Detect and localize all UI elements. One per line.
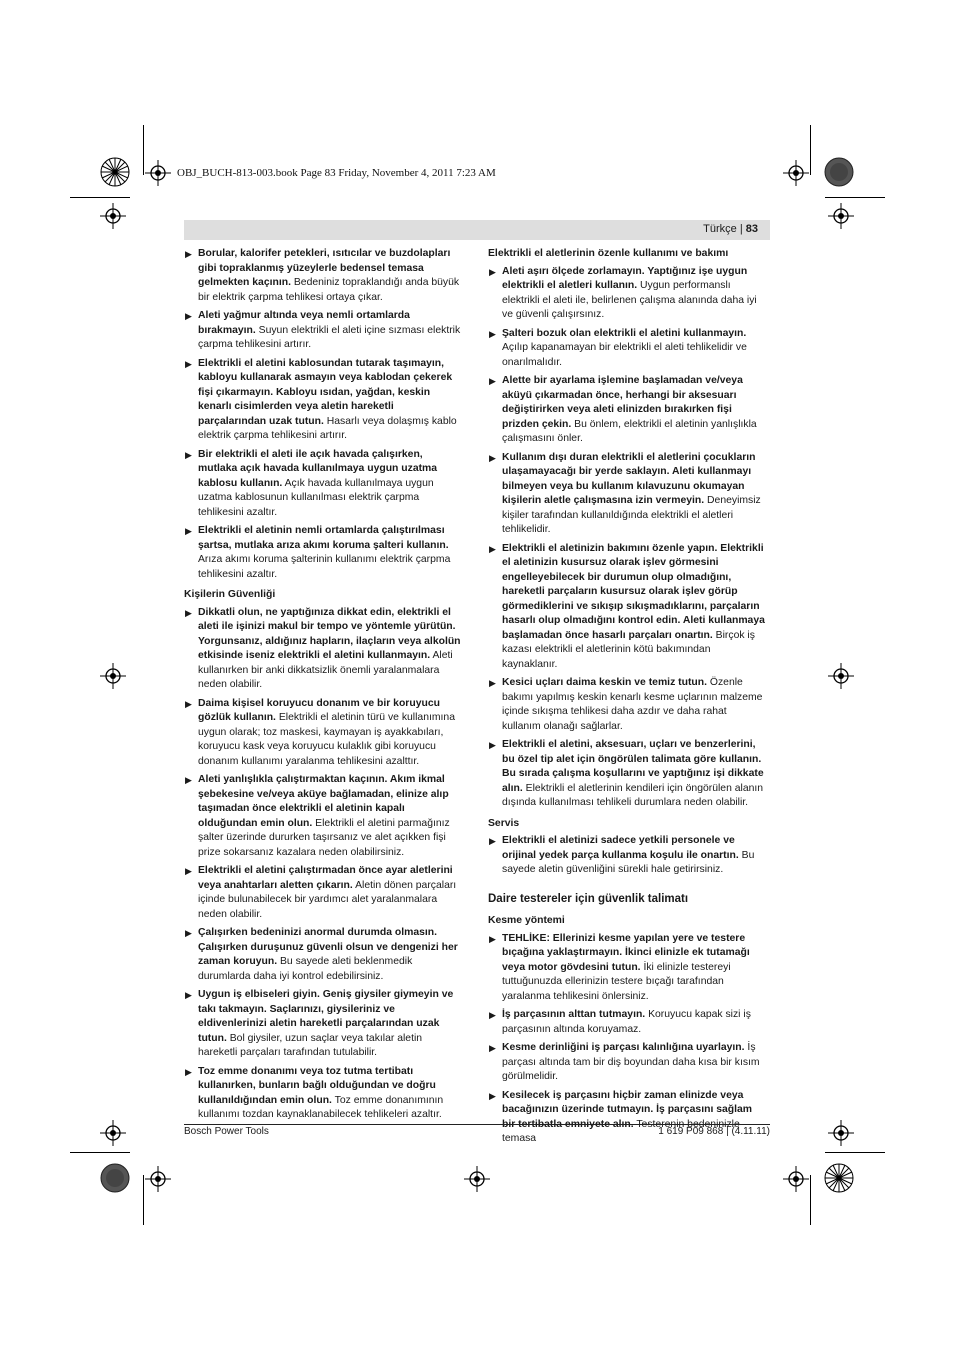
item-bold: Uygun iş elbiseleri giyin. Geniş giysiler giymeyin ve takı takmayın. Saçlarınızı, giysileriniz ve eldivenlerinizi aletin hareketli parçalarından uzak tutun. (198, 989, 454, 1044)
item-bold: Kullanım dışı duran elektrikli el aletlerini çocukların ulaşamayacağı bir yerde saklayın. Aleti kullanmayı bilmeyen veya bu kullanım kılavuzunu okumayan kişilerin aletle çalışmasına izin vermeyin. (502, 451, 756, 506)
list-item (184, 1065, 462, 1123)
bullet-arrow-icon: ▶ (185, 607, 192, 618)
item-text: Açık havada kullanılmaya uygun uzatma kablosunun kullanılması elektrik çarpma tehlikesini azaltır. (198, 477, 434, 518)
footer-doc-number: 1 619 P09 868 | (4.11.11) (658, 1126, 770, 1137)
item-text: Bu sayede aletin güvenliğini sürekli hale getirirsiniz. (502, 849, 755, 875)
list-item (184, 357, 462, 444)
bullet-arrow-icon: ▶ (185, 990, 192, 1000)
header-text (703, 223, 758, 235)
circular-saw-safety-title: Daire testereler için güvenlik talimatı (488, 892, 689, 905)
list-item (184, 988, 462, 1061)
crop-mark (810, 1175, 811, 1225)
cutting-method-heading: Kesme yöntemi (488, 915, 565, 926)
right-column (488, 247, 766, 1151)
crop-mark (810, 125, 811, 175)
bullet-arrow-icon: ▶ (185, 775, 192, 785)
item-bold: Elektrikli el aletinin nemli ortamlarda çalıştırılması şartsa, mutlaka arıza akımı koruma şalteri kullanın. (198, 525, 449, 551)
item-text: İki elinizle testereyi tuttuğunuzda ellerinizin testere bıçağı tarafından yaralanma tehlikesini önlersiniz. (502, 961, 731, 1002)
electrical-safety-list (184, 247, 462, 582)
item-bold: Kesilecek iş parçasını hiçbir zaman elinizde veya bacağınızın üzerinde tutmayın. İş parçasını sağlam bir tertibatla emniyete alın. (502, 1089, 753, 1130)
gray-tone-circle-icon (100, 1163, 130, 1193)
bullet-arrow-icon: ▶ (489, 1010, 496, 1020)
item-text: Aleti kullanırken bir anki dikkatsizlik önemli yaralanmalara neden olabilir. (198, 650, 453, 690)
item-bold: İş parçasının alttan tutmayın. (502, 1009, 646, 1020)
bullet-arrow-icon: ▶ (489, 452, 496, 463)
list-item (184, 448, 462, 521)
list-item (488, 932, 766, 1005)
item-bold: Toz emme donanımı veya toz tutma tertibatı kullanırken, bunların bağlı olduğundan ve doğru kullanıldığından emin olun. (198, 1065, 436, 1106)
item-text: Elektrikli el aletinin türü ve kullanımına uygun olarak; toz maskesi, kaymayan iş ayakkabıları, koruyucu kask veya koruyucu kulaklık gibi koruyucu donanım kullanımı yaralanma tehlikesini azalttır. (198, 712, 455, 767)
star-target-icon (100, 157, 130, 187)
item-bold: Alette bir ayarlama işlemine başlamadan ve/veya aküyü çıkarmadan önce, herhangi bir aksesuarı değiştirirken veya aleti elinizden bırakırken fişi prizden çekin. (502, 375, 743, 430)
bullet-arrow-icon: ▶ (489, 678, 496, 688)
tool-use-heading: Elektrikli el aletlerinin özenle kullanımı ve bakımı (488, 248, 729, 259)
registration-mark-icon (100, 1120, 126, 1146)
item-text: Elektrikli el aletlerinin kendileri için öngörülen alanın dışında kullanılması tehlikeli durumlara neden olabilir. (502, 782, 764, 808)
item-text: Elektrikli el aletini parmağınız şalter üzerinde dururken taşırsanız ve alet açıkken fişi prize sokarsanız kazalara neden olabilirsiniz. (198, 817, 450, 858)
left-column (184, 247, 462, 1127)
list-item (488, 327, 766, 371)
item-text: Hasarlı veya dolaşmış kablo elektrik çarpma tehlikesini artırır. (198, 415, 457, 441)
item-text: Toz emme donanımının kullanımı tozdan kaynaklanabilecek tehlikeleri azaltır. (198, 1094, 444, 1120)
bullet-arrow-icon: ▶ (185, 928, 192, 938)
item-bold: Daima kişisel koruyucu donanım ve bir koruyucu gözlük kullanın. (198, 697, 440, 723)
bullet-arrow-icon: ▶ (489, 933, 496, 944)
item-text: Açılıp kapanamayan bir elektrikli el aleti tehlikelidir ve onarılmalıdır. (502, 342, 747, 368)
bullet-arrow-icon: ▶ (185, 866, 192, 876)
item-bold: Çalışırken bedeninizi anormal durumda olmasın. Çalışırken duruşunuz güvenli olsun ve dengenizi her zaman koruyun. (198, 927, 458, 967)
item-text: Arıza akımı koruma şalterinin kullanımı elektrik çarpma tehlikesini azaltır. (198, 554, 451, 580)
bullet-arrow-icon: ▶ (489, 1090, 496, 1101)
list-item (184, 309, 462, 353)
bullet-arrow-icon: ▶ (489, 376, 496, 386)
list-item (184, 247, 462, 305)
bullet-arrow-icon: ▶ (489, 266, 496, 277)
personal-safety-heading: Kişilerin Güvenliği (184, 589, 276, 600)
list-item (488, 1041, 766, 1085)
crop-mark (143, 1175, 144, 1225)
list-item (488, 1089, 766, 1147)
list-item (488, 542, 766, 673)
bullet-arrow-icon: ▶ (489, 836, 496, 846)
bullet-arrow-icon: ▶ (185, 249, 192, 259)
registration-mark-icon (145, 160, 171, 186)
list-item (488, 834, 766, 878)
item-bold: Kesici uçları daima keskin ve temiz tutun. (502, 677, 708, 688)
item-text: Özenle bakımı yapılmış keskin kenarlı kesme uçlarının malzeme içinde sıkışma tehlikesi daha azdır ve daha rahat kullanım olanağı sağlarlar. (502, 677, 763, 732)
registration-mark-icon (783, 1166, 809, 1192)
crop-mark (70, 1152, 130, 1153)
list-item (184, 773, 462, 860)
personal-safety-list (184, 606, 462, 1123)
list-item (488, 676, 766, 734)
list-item (488, 451, 766, 538)
registration-mark-icon (828, 1120, 854, 1146)
bullet-arrow-icon: ▶ (185, 449, 192, 460)
item-bold: Bir elektrikli el aleti ile açık havada çalışırken, mutlaka açık havada kullanılmaya uygun uzatma kablosu kullanın. (198, 448, 438, 489)
item-text: Bu önlem, elektrikli el aletinin yanlışlıkla çalışmasını önler. (502, 418, 757, 444)
item-text: Bol giysiler, uzun saçlar veya takılar aletin hareketli parçaları tarafından tutulabilir. (198, 1032, 423, 1058)
list-item (184, 524, 462, 582)
item-bold: Elektrikli el aletinizi sadece yetkili personele ve orijinal yedek parça kullanma koşulu ile onartın. (502, 835, 739, 861)
item-bold: Elektrikli el aletini çalıştırmadan önce ayar aletlerini veya anahtarları aletten çıkarın. (198, 865, 453, 891)
star-target-icon (824, 1163, 854, 1193)
header-separator: | (739, 223, 743, 235)
bullet-arrow-icon: ▶ (185, 1066, 192, 1077)
gray-tone-circle-icon (824, 157, 854, 187)
item-text: Deneyimsiz kişiler tarafından kullanıldığında elektrikli el aletleri tehlikelidir. (502, 495, 761, 535)
crop-mark (143, 125, 144, 175)
item-text: Bedeniniz topraklandığı anda büyük bir elektrik çarpma tehlikesi ortaya çıkar. (198, 277, 460, 303)
item-bold: TEHLİKE: Ellerinizi kesme yapılan yere ve testere bıçağına yaklaştırmayın. İkinci elinizle ek tutamağı veya motor gövdesini tutun. (502, 932, 750, 973)
item-text: Testerenin bedeninizle temasa (502, 1118, 740, 1144)
item-bold: Aleti yanlışlıkla çalıştırmaktan kaçının. Akım ikmal şebekesine ve/veya aküye bağlamadan, elinize alıp taşımadan önce elektrikli el aletinin kapalı olduğundan emin olun. (198, 774, 449, 829)
item-bold: Dikkatli olun, ne yaptığınıza dikkat edin, elektrikli el aleti ile işinizi makul bir tempo ve yöntemle yürütün. Yorgunsanız, aldığınız hapların, ilaçların veya alkolün etkisinde iseniz elektrikli el aletini kullanmayın. (198, 606, 461, 661)
crop-mark (70, 197, 130, 198)
item-text: Birçok iş kazası elektrikli el aletlerinin kötü bakımından kaynaklanır. (502, 629, 755, 670)
item-bold: Borular, kalorifer petekleri, ısıtıcılar ve buzdolapları gibi topraklanmış yüzeylerle bedensel temasa gelmekten kaçının. (198, 248, 451, 288)
list-item (488, 265, 766, 323)
item-text: İş parçası altında tam bir diş boyundan daha kısa bir kısım görülmelidir. (502, 1042, 760, 1082)
header-language: Türkçe (703, 223, 737, 235)
bullet-arrow-icon: ▶ (185, 698, 192, 709)
registration-mark-icon (100, 203, 126, 229)
registration-mark-icon (828, 663, 854, 689)
item-bold: Şalteri bozuk olan elektrikli el aletini kullanmayın. (502, 327, 747, 339)
cutting-method-list (488, 932, 766, 1147)
item-bold: Elektrikli el aletini, aksesuarı, uçları ve benzerlerini, bu özel tip alet için öngörülen talimata göre kullanın. Bu sırada çalışma koşullarını ve yaptığınız işi dikkate alın. (502, 739, 764, 794)
list-item (184, 606, 462, 693)
list-item (184, 864, 462, 922)
item-bold: Aleti aşırı ölçede zorlamayın. Yaptığınız işe uygun elektrikli el aletleri kullanın. (502, 265, 748, 291)
item-text: Bu sayede aleti beklenmedik durumlarda daha iyi kontrol edebilirsiniz. (198, 956, 413, 982)
crop-mark (825, 1152, 885, 1153)
registration-mark-icon (464, 1166, 490, 1192)
page-number: 83 (745, 223, 758, 235)
list-item (488, 374, 766, 447)
registration-mark-icon (783, 160, 809, 186)
footer-brand: Bosch Power Tools (184, 1126, 269, 1137)
list-item (184, 926, 462, 984)
registration-mark-icon (100, 663, 126, 689)
bullet-arrow-icon: ▶ (185, 358, 192, 369)
registration-mark-icon (145, 1166, 171, 1192)
bullet-arrow-icon: ▶ (489, 543, 496, 554)
registration-mark-icon (828, 203, 854, 229)
footer-divider (184, 1124, 770, 1125)
item-text: Koruyucu kapak sizi iş parçasının altında koruyamaz. (502, 1009, 751, 1035)
item-bold: Kesme derinliğini iş parçası kalınlığına uyarlayın. (502, 1042, 745, 1053)
bullet-arrow-icon: ▶ (489, 328, 496, 339)
item-text: Aletin dönen parçaları içinde bulunabilecek bir yardımcı alet yaralanmalara neden olabilir. (198, 879, 457, 920)
list-item (184, 697, 462, 770)
service-list (488, 834, 766, 878)
crop-mark (825, 197, 885, 198)
item-bold: Elektrikli el aletini kablosundan tutarak taşımayın, kabloyu kullanarak asmayın veya kablodan çekerek fişi çıkarmayın. Kabloyu ısıdan, yağdan, keskin kenarlı cisimlerden veya aletin hareketli parçalarından uzak tutun. (198, 357, 453, 427)
bullet-arrow-icon: ▶ (185, 526, 192, 536)
page-header (184, 220, 770, 240)
item-bold: Elektrikli el aletinizin bakımını özenle yapın. Elektrikli el aletinizin kusursuz olarak işlev görmesini engelleyebilecek bir durumun olup olmadığını, hareketli parçaların kusursuz olarak işlev görüp görmediklerini ve sıkışıp sıkışmadıklarını, parçaların hasarlı olup olmadığını kontrol edin. Aleti kullanmaya başlamadan önce hasarlı parçaları onartın. (502, 542, 765, 641)
bullet-arrow-icon: ▶ (489, 1043, 496, 1053)
item-text: Uygun performanslı elektrikli el aleti ile, belirlenen çalışma alanında daha iyi ve güvenli çalışırsınız. (502, 280, 757, 320)
item-bold: Aleti yağmur altında veya nemli ortamlarda bırakmayın. (198, 310, 410, 336)
service-heading: Servis (488, 817, 520, 829)
bullet-arrow-icon: ▶ (185, 311, 192, 321)
print-info-line: OBJ_BUCH-813-003.book Page 83 Friday, November 4, 2011 7:23 AM (177, 167, 496, 179)
item-text: Suyun elektrikli el aleti içine sızması elektrik çarpma tehlikesini artırır. (198, 324, 461, 350)
bullet-arrow-icon: ▶ (489, 740, 496, 750)
list-item (488, 738, 766, 811)
list-item (488, 1008, 766, 1037)
tool-use-list (488, 265, 766, 811)
